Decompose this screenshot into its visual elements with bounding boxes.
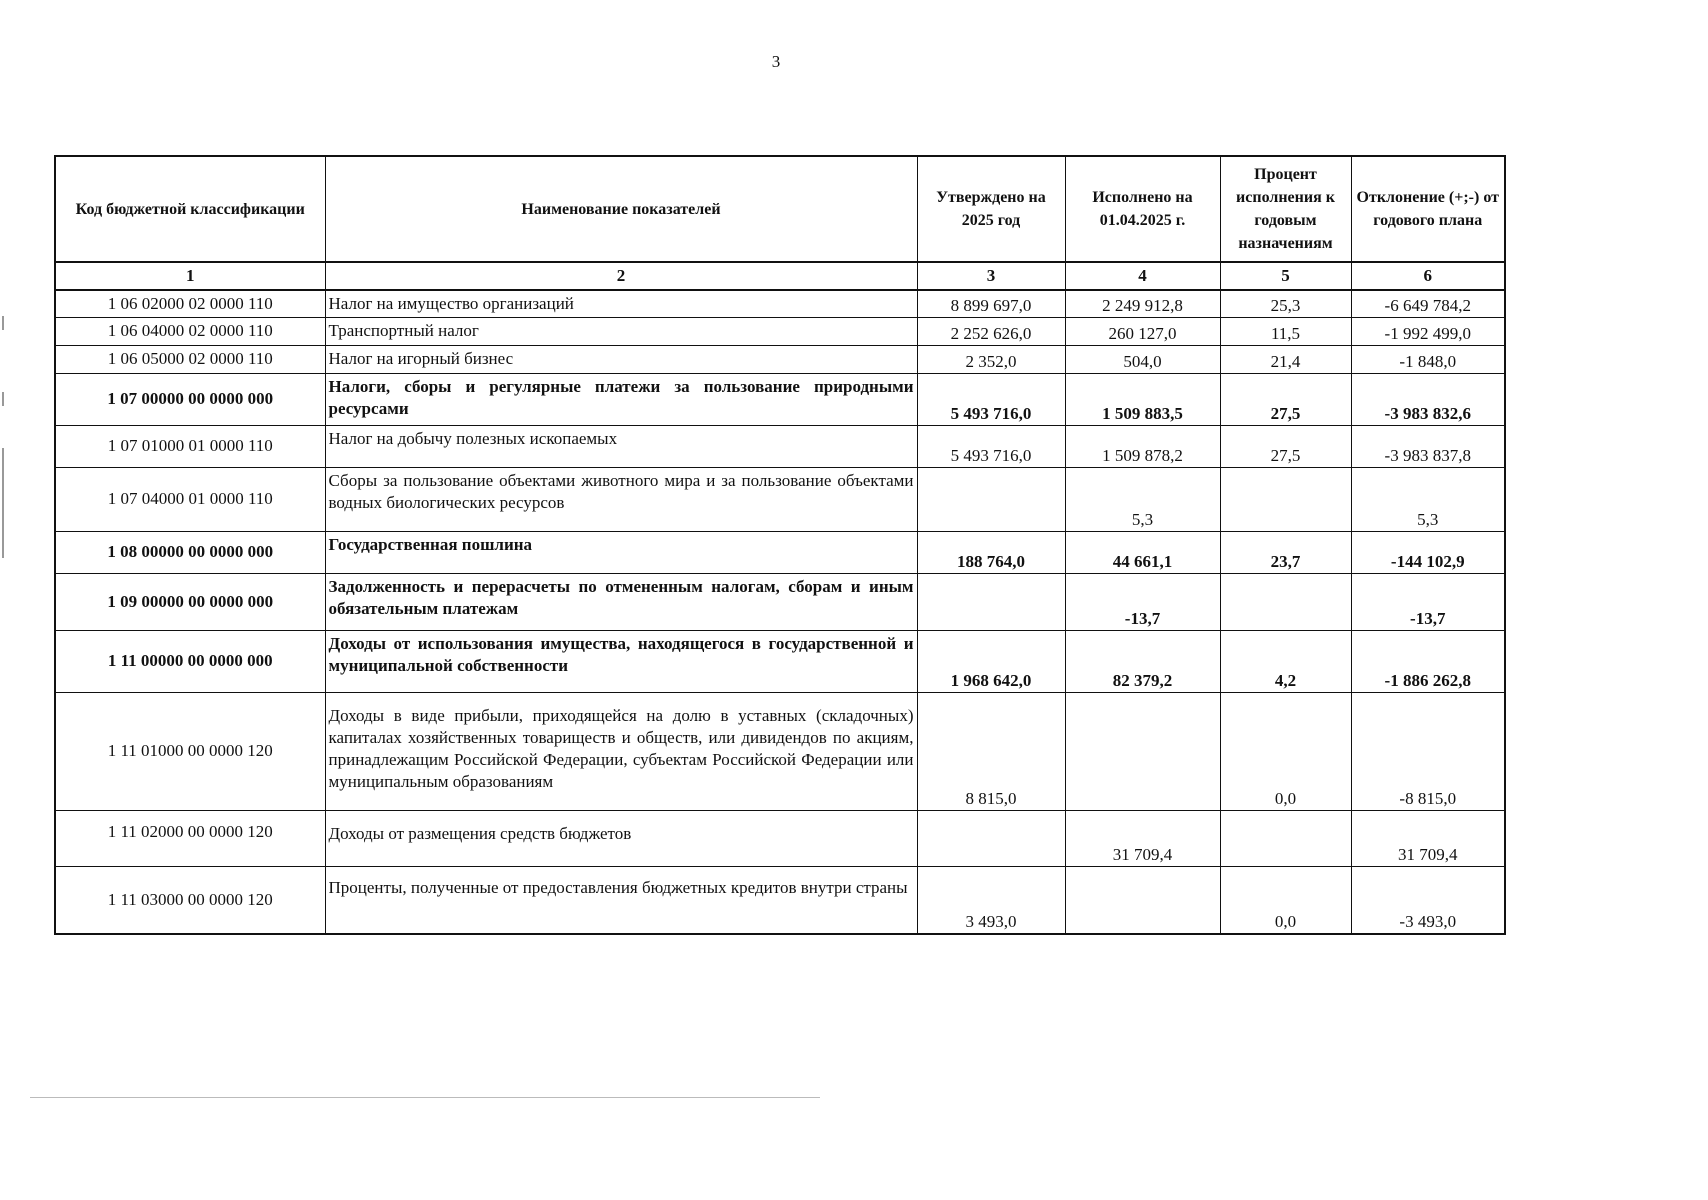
row-deviation: 31 709,4 [1351,810,1505,866]
header-executed: Исполнено на 01.04.2025 г. [1065,156,1220,262]
row-executed: 504,0 [1065,345,1220,373]
row-executed: 1 509 883,5 [1065,373,1220,425]
row-deviation: -1 886 262,8 [1351,630,1505,692]
table-row [55,290,1505,317]
table-row [55,531,1505,573]
row-code: 1 08 00000 00 0000 000 [55,531,325,573]
row-percent: 11,5 [1220,317,1351,345]
table-row [55,373,1505,425]
table-row [55,866,1505,934]
row-executed: 31 709,4 [1065,810,1220,866]
row-deviation: -3 983 832,6 [1351,373,1505,425]
row-executed: 82 379,2 [1065,630,1220,692]
row-executed: -13,7 [1065,573,1220,630]
row-name: Налог на добычу полезных ископаемых [325,425,917,467]
row-code: 1 09 00000 00 0000 000 [55,573,325,630]
row-percent: 25,3 [1220,290,1351,317]
column-number: 3 [917,262,1065,290]
page-number: 3 [771,52,781,71]
header-name: Наименование показателей [325,156,917,262]
row-name: Доходы от использования имущества, находящегося в государственной и муниципальной собственности [325,630,917,692]
row-approved [917,467,1065,531]
row-name: Транспортный налог [325,317,917,345]
row-executed: 5,3 [1065,467,1220,531]
budget-execution-table [54,155,1506,935]
row-approved: 8 899 697,0 [917,290,1065,317]
row-approved: 8 815,0 [917,692,1065,810]
header-deviation: Отклонение (+;-) от годового плана [1351,156,1505,262]
row-approved [917,810,1065,866]
row-deviation: -144 102,9 [1351,531,1505,573]
row-code: 1 07 00000 00 0000 000 [55,373,325,425]
row-deviation: -8 815,0 [1351,692,1505,810]
row-deviation: -6 649 784,2 [1351,290,1505,317]
row-approved [917,573,1065,630]
row-percent: 21,4 [1220,345,1351,373]
row-approved: 5 493 716,0 [917,425,1065,467]
row-deviation: -3 983 837,8 [1351,425,1505,467]
row-executed [1065,692,1220,810]
row-deviation: -3 493,0 [1351,866,1505,934]
table-row [55,573,1505,630]
row-name: Налоги, сборы и регулярные платежи за пользование природными ресурсами [325,373,917,425]
row-percent [1220,810,1351,866]
row-approved: 3 493,0 [917,866,1065,934]
scan-artifact-line [30,1097,820,1098]
column-number: 4 [1065,262,1220,290]
row-name: Сборы за пользование объектами животного мира и за пользование объектами водных биологических ресурсов [325,467,917,531]
row-percent [1220,573,1351,630]
row-deviation: -13,7 [1351,573,1505,630]
row-approved: 2 252 626,0 [917,317,1065,345]
scan-artifact-mark [2,448,4,558]
row-percent: 27,5 [1220,373,1351,425]
row-name: Налог на имущество организаций [325,290,917,317]
row-executed: 44 661,1 [1065,531,1220,573]
column-number: 2 [325,262,917,290]
row-percent: 0,0 [1220,866,1351,934]
row-executed [1065,866,1220,934]
row-deviation: -1 992 499,0 [1351,317,1505,345]
column-number-row [55,262,1505,290]
row-code: 1 06 02000 02 0000 110 [55,290,325,317]
column-number: 6 [1351,262,1505,290]
row-code: 1 06 05000 02 0000 110 [55,345,325,373]
scan-artifact-mark [2,392,4,406]
row-percent: 0,0 [1220,692,1351,810]
row-approved: 5 493 716,0 [917,373,1065,425]
header-percent: Процент исполнения к годовым назначениям [1220,156,1351,262]
row-code: 1 07 04000 01 0000 110 [55,467,325,531]
row-name: Задолженность и перерасчеты по отмененным налогам, сборам и иным обязательным платежам [325,573,917,630]
row-executed: 1 509 878,2 [1065,425,1220,467]
row-executed: 2 249 912,8 [1065,290,1220,317]
table-header-row [55,156,1505,262]
row-name: Доходы в виде прибыли, приходящейся на долю в уставных (складочных) капиталах хозяйственных товариществ и обществ, или дивидендов по акциям, принадлежащим Российской Федерации, субъектам Российской Федерации или муниципальным образованиям [325,692,917,810]
header-approved: Утверждено на 2025 год [917,156,1065,262]
row-name: Налог на игорный бизнес [325,345,917,373]
row-name: Доходы от размещения средств бюджетов [325,810,917,866]
column-number: 1 [55,262,325,290]
table-row [55,317,1505,345]
row-code: 1 11 03000 00 0000 120 [55,866,325,934]
column-number: 5 [1220,262,1351,290]
row-code: 1 11 01000 00 0000 120 [55,692,325,810]
row-name: Государственная пошлина [325,531,917,573]
row-percent [1220,467,1351,531]
row-deviation: -1 848,0 [1351,345,1505,373]
row-code: 1 11 02000 00 0000 120 [55,810,325,866]
row-percent: 23,7 [1220,531,1351,573]
table-row [55,425,1505,467]
row-code: 1 06 04000 02 0000 110 [55,317,325,345]
table-row [55,630,1505,692]
row-name: Проценты, полученные от предоставления бюджетных кредитов внутри страны [325,866,917,934]
table-row [55,345,1505,373]
row-deviation: 5,3 [1351,467,1505,531]
row-approved: 188 764,0 [917,531,1065,573]
row-code: 1 07 01000 01 0000 110 [55,425,325,467]
scan-artifact-mark [2,316,4,330]
row-executed: 260 127,0 [1065,317,1220,345]
table-row [55,692,1505,810]
table-row [55,467,1505,531]
row-approved: 2 352,0 [917,345,1065,373]
header-code: Код бюджетной классификации [55,156,325,262]
table-row [55,810,1505,866]
row-approved: 1 968 642,0 [917,630,1065,692]
row-percent: 4,2 [1220,630,1351,692]
row-percent: 27,5 [1220,425,1351,467]
row-code: 1 11 00000 00 0000 000 [55,630,325,692]
